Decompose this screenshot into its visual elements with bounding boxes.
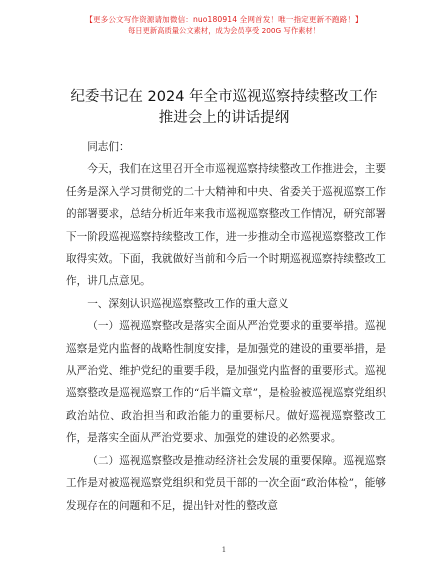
- salutation: 同志们：: [87, 141, 130, 153]
- paragraph-point-1: （一）巡视巡察整改是落实全面从严治党要求的重要举措。巡视巡察是党内监督的战略性制度安排，是加强党的建设的重要举措，是从严治党、维护党纪的重要手段，是加强党内监督的重要形式。巡视巡察整改是巡视巡察工作的“后半篇文章”，是检验被巡视巡察党组织政治站位、政治担当和政治能力的重要标尺。做好巡视巡察整改工作，是落实全面从严治党要求、加强党的建设的必然要求。: [66, 320, 386, 445]
- title-line-2: 推进会上的讲话提纲: [158, 110, 290, 126]
- section-heading-1: 一、深刻认识巡视巡察整改工作的重大意义: [87, 297, 289, 310]
- promo-banner-line-1: 【更多公文写作资源请加微信：nuo180914 全网首发！唯一指定更新不跑路！】: [85, 15, 363, 24]
- paragraph-point-2: （二）巡视巡察整改是推动经济社会发展的重要保障。巡视巡察工作是对被巡视巡察党组织和党员干部的一次全面“政治体检”，能够发现存在的问题和不足，提出针对性的整改意: [66, 454, 386, 512]
- paragraph-intro: 今天，我们在这里召开全市巡视巡察持续整改工作推进会，主要任务是深入学习贯彻党的二十大精神和中央、省委关于巡视巡察工作的部署要求，总结分析近年来我市巡视巡察整改工作情况，研究部署下一阶段巡视巡察持续整改工作，进一步推动全市巡视巡察整改工作取得实效。下面，我就做好当前和今后一个时期巡视巡察持续整改工作，讲几点意见。: [66, 163, 386, 288]
- title-line-1: 纪委书记在 2024 年全市巡视巡察持续整改工作: [70, 89, 378, 105]
- page-number: 1: [221, 546, 227, 554]
- document-title: [50, 87, 398, 129]
- document-body: [66, 136, 386, 517]
- promo-banner-line-2: 每日更新高质量公文素材，成为会员享受 200G 写作素材！: [127, 26, 321, 35]
